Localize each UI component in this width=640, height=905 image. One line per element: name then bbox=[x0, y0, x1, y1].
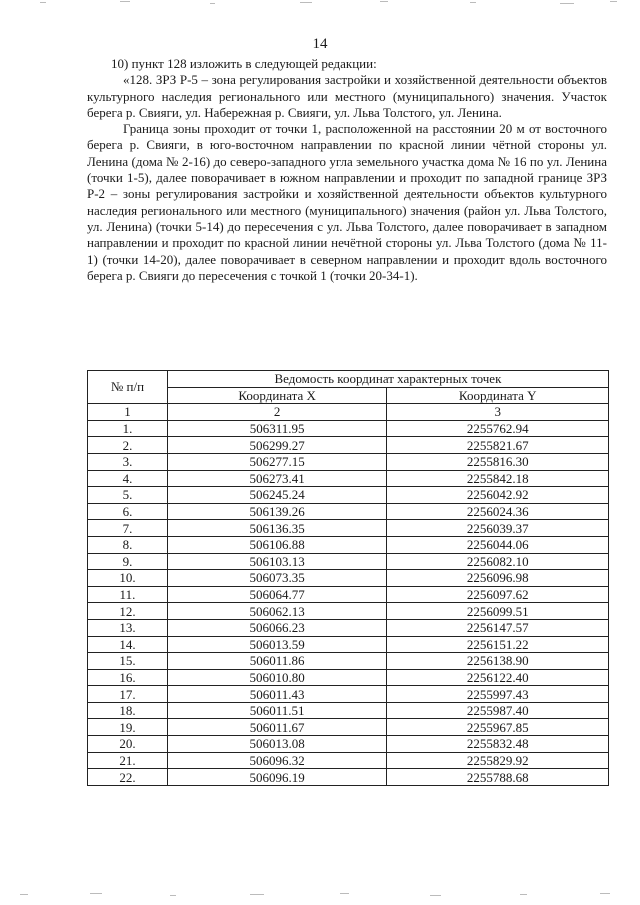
coordinate-x: 506062.13 bbox=[167, 603, 387, 620]
coordinate-x: 506139.26 bbox=[167, 503, 387, 520]
coordinate-y: 2256024.36 bbox=[387, 503, 609, 520]
coordinate-x: 506013.59 bbox=[167, 636, 387, 653]
coordinate-x: 506066.23 bbox=[167, 619, 387, 636]
scan-noise-bottom bbox=[0, 890, 640, 898]
point-number: 6. bbox=[88, 503, 168, 520]
table-row bbox=[88, 453, 609, 470]
point-number: 12. bbox=[88, 603, 168, 620]
coordinate-y: 2255788.68 bbox=[387, 769, 609, 786]
table-row bbox=[88, 752, 609, 769]
coordinate-y: 2256138.90 bbox=[387, 653, 609, 670]
point-number: 14. bbox=[88, 636, 168, 653]
header-x: Координата X bbox=[167, 387, 387, 404]
coordinate-y: 2256151.22 bbox=[387, 636, 609, 653]
coordinate-x: 506299.27 bbox=[167, 437, 387, 454]
point-number: 13. bbox=[88, 619, 168, 636]
point-number: 5. bbox=[88, 487, 168, 504]
point-number: 7. bbox=[88, 520, 168, 537]
coordinate-x: 506011.51 bbox=[167, 702, 387, 719]
header-y: Координата Y bbox=[387, 387, 609, 404]
page-number: 14 bbox=[312, 36, 328, 52]
coordinate-y: 2255816.30 bbox=[387, 453, 609, 470]
coordinate-y: 2256096.98 bbox=[387, 570, 609, 587]
table-row bbox=[88, 736, 609, 753]
coordinate-y: 2255832.48 bbox=[387, 736, 609, 753]
coordinate-y: 2256097.62 bbox=[387, 586, 609, 603]
point-number: 22. bbox=[88, 769, 168, 786]
table-row bbox=[88, 420, 609, 437]
coordinate-x: 506064.77 bbox=[167, 586, 387, 603]
document-body bbox=[87, 56, 607, 284]
table-row bbox=[88, 536, 609, 553]
paragraph-item-intro: 10) пункт 128 изложить в следующей редакции: bbox=[111, 56, 377, 71]
table-row bbox=[88, 636, 609, 653]
coordinate-x: 506011.43 bbox=[167, 686, 387, 703]
coordinate-y: 2256147.57 bbox=[387, 619, 609, 636]
coordinate-y: 2255829.92 bbox=[387, 752, 609, 769]
table-row bbox=[88, 570, 609, 587]
column-index: 1 bbox=[88, 404, 168, 421]
point-number: 20. bbox=[88, 736, 168, 753]
header-title: Ведомость координат характерных точек bbox=[167, 371, 608, 388]
paragraph-zone-definition: «128. ЗРЗ Р-5 – зона регулирования застройки и хозяйственной деятельности объектов культурного наследия регионального или местного (муниципального) значения. Участок берега р. Свияги, ул. Набережная р. Свияги, ул. Льва Толстого, ул. Ленина. bbox=[87, 72, 607, 120]
point-number: 2. bbox=[88, 437, 168, 454]
point-number: 21. bbox=[88, 752, 168, 769]
point-number: 19. bbox=[88, 719, 168, 736]
table-row bbox=[88, 586, 609, 603]
table-row bbox=[88, 470, 609, 487]
coordinate-y: 2256099.51 bbox=[387, 603, 609, 620]
table-row bbox=[88, 702, 609, 719]
table-index-row bbox=[88, 404, 609, 421]
table-row bbox=[88, 437, 609, 454]
table-row bbox=[88, 553, 609, 570]
table-row bbox=[88, 669, 609, 686]
table-row bbox=[88, 686, 609, 703]
coordinate-x: 506011.67 bbox=[167, 719, 387, 736]
table-row bbox=[88, 603, 609, 620]
coordinate-x: 506311.95 bbox=[167, 420, 387, 437]
coordinate-y: 2255821.67 bbox=[387, 437, 609, 454]
coordinate-x: 506245.24 bbox=[167, 487, 387, 504]
coordinate-y: 2256039.37 bbox=[387, 520, 609, 537]
coordinate-y: 2255997.43 bbox=[387, 686, 609, 703]
point-number: 15. bbox=[88, 653, 168, 670]
coordinate-y: 2255987.40 bbox=[387, 702, 609, 719]
point-number: 1. bbox=[88, 420, 168, 437]
coordinate-x: 506010.80 bbox=[167, 669, 387, 686]
coordinate-x: 506096.32 bbox=[167, 752, 387, 769]
point-number: 18. bbox=[88, 702, 168, 719]
table-row bbox=[88, 503, 609, 520]
column-index: 3 bbox=[387, 404, 609, 421]
point-number: 10. bbox=[88, 570, 168, 587]
coordinate-x: 506011.86 bbox=[167, 653, 387, 670]
coordinate-y: 2256082.10 bbox=[387, 553, 609, 570]
table-row bbox=[88, 619, 609, 636]
coordinate-x: 506073.35 bbox=[167, 570, 387, 587]
coordinate-x: 506136.35 bbox=[167, 520, 387, 537]
coordinate-y: 2255762.94 bbox=[387, 420, 609, 437]
coordinate-y: 2256044.06 bbox=[387, 536, 609, 553]
coordinate-y: 2256122.40 bbox=[387, 669, 609, 686]
coordinate-y: 2255842.18 bbox=[387, 470, 609, 487]
point-number: 17. bbox=[88, 686, 168, 703]
point-number: 3. bbox=[88, 453, 168, 470]
header-number: № п/п bbox=[88, 371, 168, 404]
scan-noise-top bbox=[0, 0, 640, 8]
coordinate-y: 2255967.85 bbox=[387, 719, 609, 736]
coordinate-x: 506277.15 bbox=[167, 453, 387, 470]
paragraph-zone-boundary: Граница зоны проходит от точки 1, расположенной на расстоянии 20 м от восточного берега р. Свияги, в юго-восточном направлении по красной линии чётной стороны ул. Ленина (дома № 2-16) до северо-западного угла земельного участка дома № 16 по ул. Ленина (точки 1-5), далее поворачивает в южном направлении и проходит по западной границе ЗРЗ Р-2 – зоны регулирования застройки и хозяйственной деятельности объектов культурного наследия регионального или местного (муниципального) значения (район ул. Льва Толстого, ул. Ленина) (точки 5-14) до пересечения с ул. Льва Толстого, далее поворачивает в западном направлении и проходит по красной линии нечётной стороны ул. Льва Толстого (дома № 11-1) (точки 14-20), далее поворачивает в северном направлении и проходит вдоль восточного берега р. Свияги до пересечения с точкой 1 (точки 20-34-1). bbox=[87, 121, 607, 283]
point-number: 16. bbox=[88, 669, 168, 686]
table-row bbox=[88, 653, 609, 670]
point-number: 11. bbox=[88, 586, 168, 603]
table-row bbox=[88, 520, 609, 537]
column-index: 2 bbox=[167, 404, 387, 421]
coordinate-x: 506273.41 bbox=[167, 470, 387, 487]
point-number: 4. bbox=[88, 470, 168, 487]
point-number: 8. bbox=[88, 536, 168, 553]
table-row bbox=[88, 487, 609, 504]
coordinate-x: 506106.88 bbox=[167, 536, 387, 553]
table-header-row bbox=[88, 371, 609, 388]
coordinates-table bbox=[87, 370, 609, 786]
coordinate-x: 506103.13 bbox=[167, 553, 387, 570]
point-number: 9. bbox=[88, 553, 168, 570]
coordinate-x: 506096.19 bbox=[167, 769, 387, 786]
table-row bbox=[88, 719, 609, 736]
table-row bbox=[88, 769, 609, 786]
coordinate-y: 2256042.92 bbox=[387, 487, 609, 504]
coordinate-x: 506013.08 bbox=[167, 736, 387, 753]
